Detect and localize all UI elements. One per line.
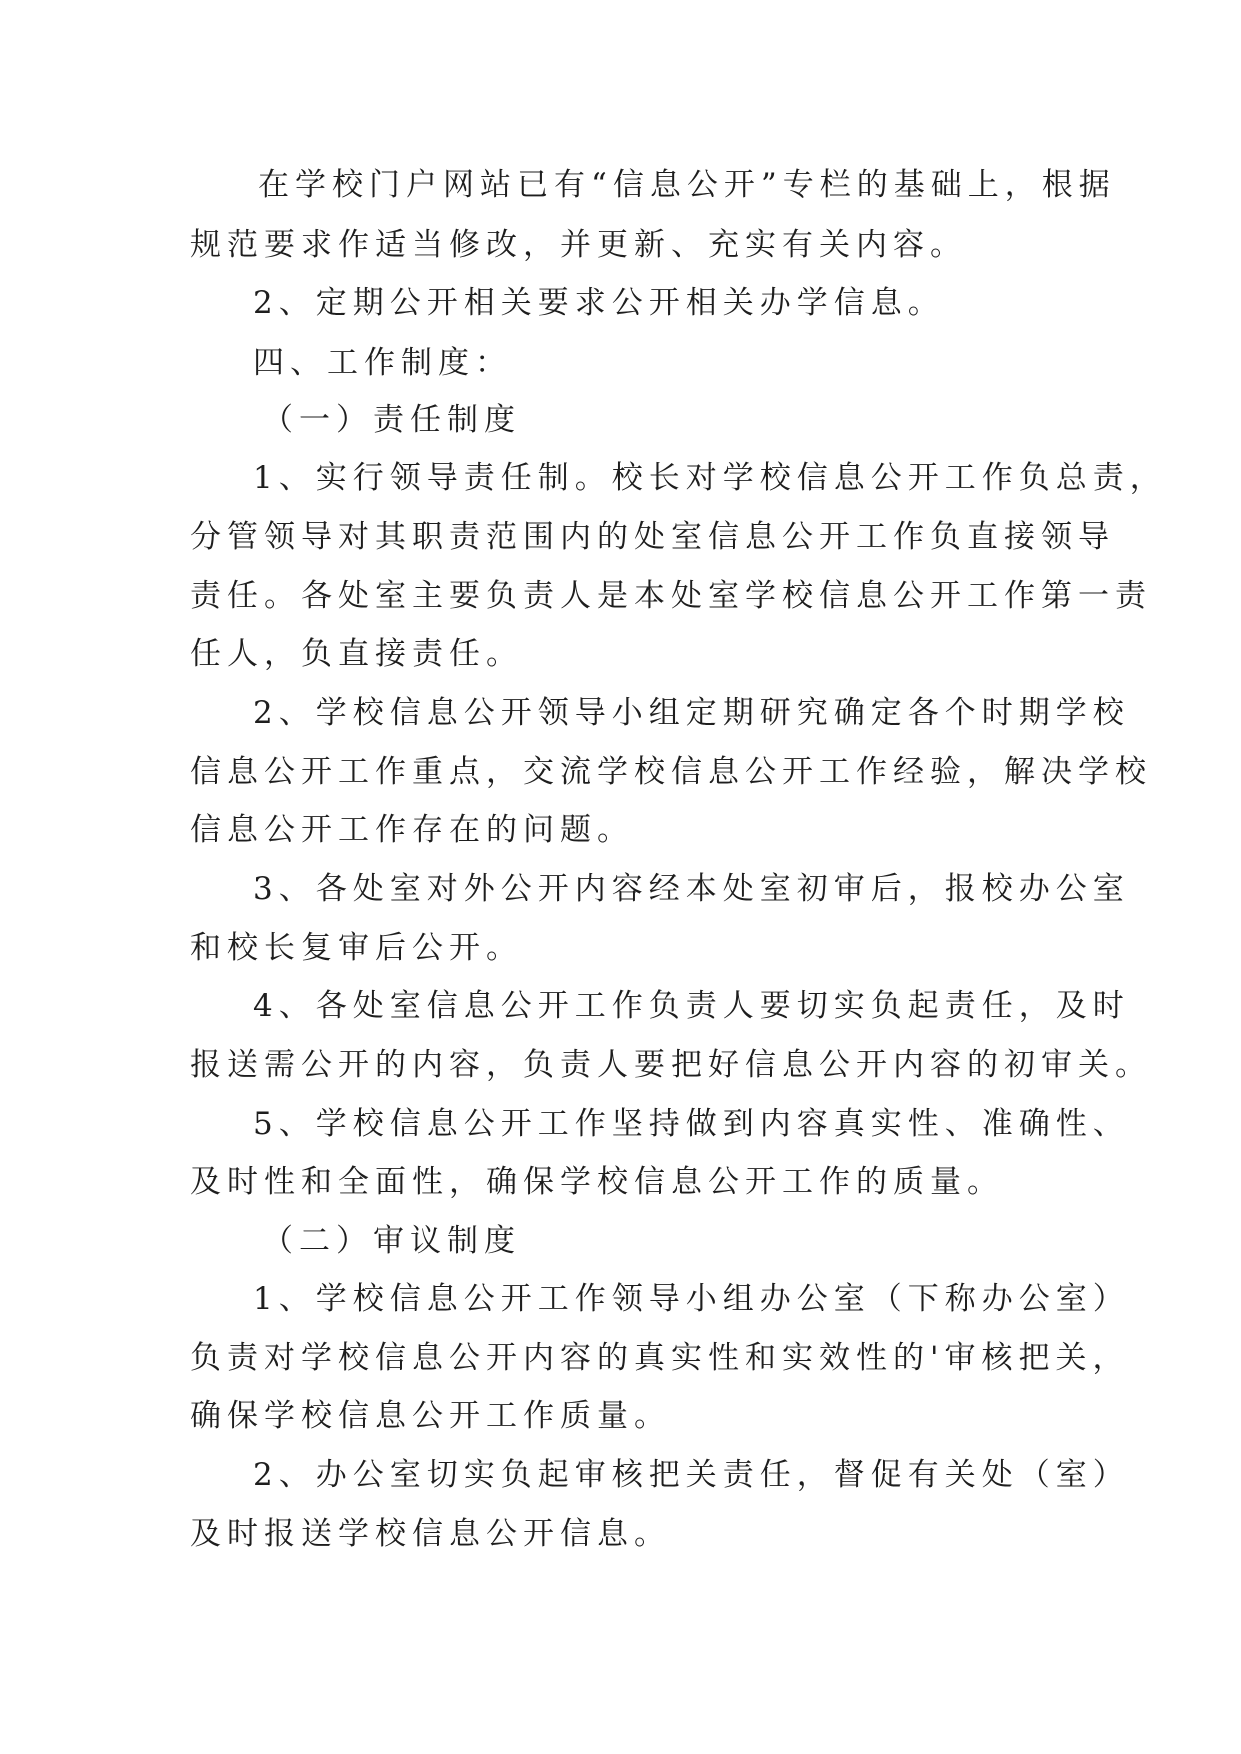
paragraph-line: 3、各处室对外公开内容经本处室初审后，报校办公室 [253, 871, 1130, 907]
subsection-heading: （二）审议制度 [262, 1223, 521, 1259]
paragraph-line: 1、学校信息公开工作领导小组办公室（下称办公室） [253, 1281, 1130, 1317]
paragraph-line: 责任。各处室主要负责人是本处室学校信息公开工作第一责 [190, 578, 1152, 614]
paragraph-line: 2、定期公开相关要求公开相关办学信息。 [253, 285, 945, 321]
paragraph-line: 在学校门户网站已有“信息公开”专栏的基础上，根据 [258, 167, 1116, 203]
paragraph-line: 信息公开工作重点，交流学校信息公开工作经验，解决学校 [190, 754, 1152, 790]
paragraph-line: 和校长复审后公开。 [190, 930, 523, 966]
paragraph-line: 1、实行领导责任制。校长对学校信息公开工作负总责， [253, 460, 1167, 496]
paragraph-line: 负责对学校信息公开内容的真实性和实效性的'审核把关， [190, 1340, 1130, 1376]
paragraph-line: 及时性和全面性，确保学校信息公开工作的质量。 [190, 1164, 1004, 1200]
paragraph-line: 5、学校信息公开工作坚持做到内容真实性、准确性、 [253, 1106, 1130, 1142]
paragraph-line: 2、办公室切实负起审核把关责任，督促有关处（室） [253, 1457, 1130, 1493]
subsection-heading: （一）责任制度 [262, 402, 521, 438]
paragraph-line: 报送需公开的内容，负责人要把好信息公开内容的初审关。 [190, 1047, 1152, 1083]
paragraph-line: 信息公开工作存在的问题。 [190, 812, 634, 848]
paragraph-line: 分管领导对其职责范围内的处室信息公开工作负直接领导 [190, 519, 1115, 555]
paragraph-line: 确保学校信息公开工作质量。 [190, 1398, 671, 1434]
paragraph-line: 4、各处室信息公开工作负责人要切实负起责任，及时 [253, 988, 1130, 1024]
paragraph-line: 及时报送学校信息公开信息。 [190, 1516, 671, 1552]
paragraph-line: 任人，负直接责任。 [190, 636, 523, 672]
paragraph-line: 规范要求作适当修改，并更新、充实有关内容。 [190, 227, 967, 263]
paragraph-line: 2、学校信息公开领导小组定期研究确定各个时期学校 [253, 695, 1130, 731]
section-heading: 四、工作制度： [253, 345, 512, 381]
